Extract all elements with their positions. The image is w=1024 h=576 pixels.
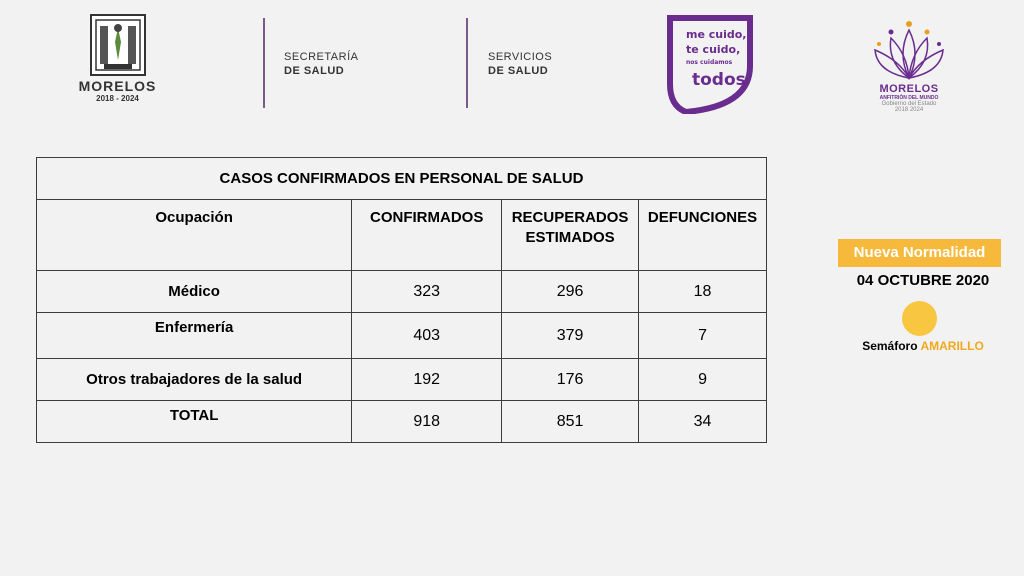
row-recovered: 296 (502, 271, 639, 313)
divider (263, 18, 265, 108)
row-deaths: 34 (639, 401, 767, 443)
semaforo-dot-icon (902, 301, 937, 336)
table-row (37, 359, 767, 401)
table-title: CASOS CONFIRMADOS EN PERSONAL DE SALUD (37, 158, 767, 200)
cases-table (36, 157, 767, 443)
campaign-line2: te cuido, (686, 43, 741, 56)
row-confirmed: 192 (352, 359, 502, 401)
header-occupation: Ocupación (37, 200, 352, 271)
campaign-line3: nos cuidamos (686, 59, 733, 66)
row-deaths: 7 (639, 313, 767, 359)
header-recovered-line2: ESTIMADOS (525, 229, 615, 246)
org1-line1: SECRETARÍA (284, 51, 359, 63)
me-cuido-logo (662, 14, 758, 114)
semaforo-label: Semáforo (862, 339, 918, 353)
lotus-name: MORELOS (879, 83, 939, 95)
header-deaths: DEFUNCIONES (639, 200, 767, 271)
row-occupation: Médico (37, 271, 352, 313)
secretaria-de-salud (284, 50, 358, 78)
lotus-gov1: Gobierno del Estado (881, 101, 937, 107)
semaforo-value: AMARILLO (920, 339, 984, 353)
row-recovered: 176 (502, 359, 639, 401)
coat-of-arms-icon (90, 14, 146, 76)
row-occupation: Otros trabajadores de la salud (37, 359, 352, 401)
lotus-sub: ANFITRIÓN DEL MUNDO (879, 95, 939, 101)
row-recovered: 851 (502, 401, 639, 443)
row-confirmed: 323 (352, 271, 502, 313)
header-confirmed: CONFIRMADOS (352, 200, 502, 271)
table-row (37, 401, 767, 443)
row-occupation: TOTAL (37, 401, 352, 443)
row-occupation: Enfermería (37, 313, 352, 359)
lotus-icon (869, 14, 949, 84)
row-confirmed: 403 (352, 313, 502, 359)
table-header-row (37, 200, 767, 271)
row-recovered: 379 (502, 313, 639, 359)
table-row (37, 313, 767, 359)
table-row (37, 271, 767, 313)
org1-line2: DE SALUD (284, 65, 345, 77)
table-title-row (37, 158, 767, 200)
divider (466, 18, 468, 108)
semaforo-status (838, 339, 1008, 353)
header-recovered (502, 200, 639, 271)
state-years: 2018 - 2024 (96, 94, 139, 103)
org2-line2: DE SALUD (488, 65, 549, 77)
campaign-line1: me cuido, (686, 28, 747, 41)
morelos-state-logo (70, 14, 165, 114)
row-confirmed: 918 (352, 401, 502, 443)
header-recovered-line1: RECUPERADOS (511, 209, 629, 226)
state-name: MORELOS (78, 78, 157, 94)
report-date: 04 OCTUBRE 2020 (856, 272, 990, 289)
nueva-normalidad-badge: Nueva Normalidad (838, 239, 1001, 267)
campaign-line4: todos (692, 70, 746, 90)
lotus-gov2: 2018 2024 (894, 107, 924, 113)
morelos-lotus-logo (868, 14, 950, 124)
org2-line1: SERVICIOS (488, 51, 553, 63)
row-deaths: 9 (639, 359, 767, 401)
servicios-de-salud (488, 50, 552, 78)
row-deaths: 18 (639, 271, 767, 313)
